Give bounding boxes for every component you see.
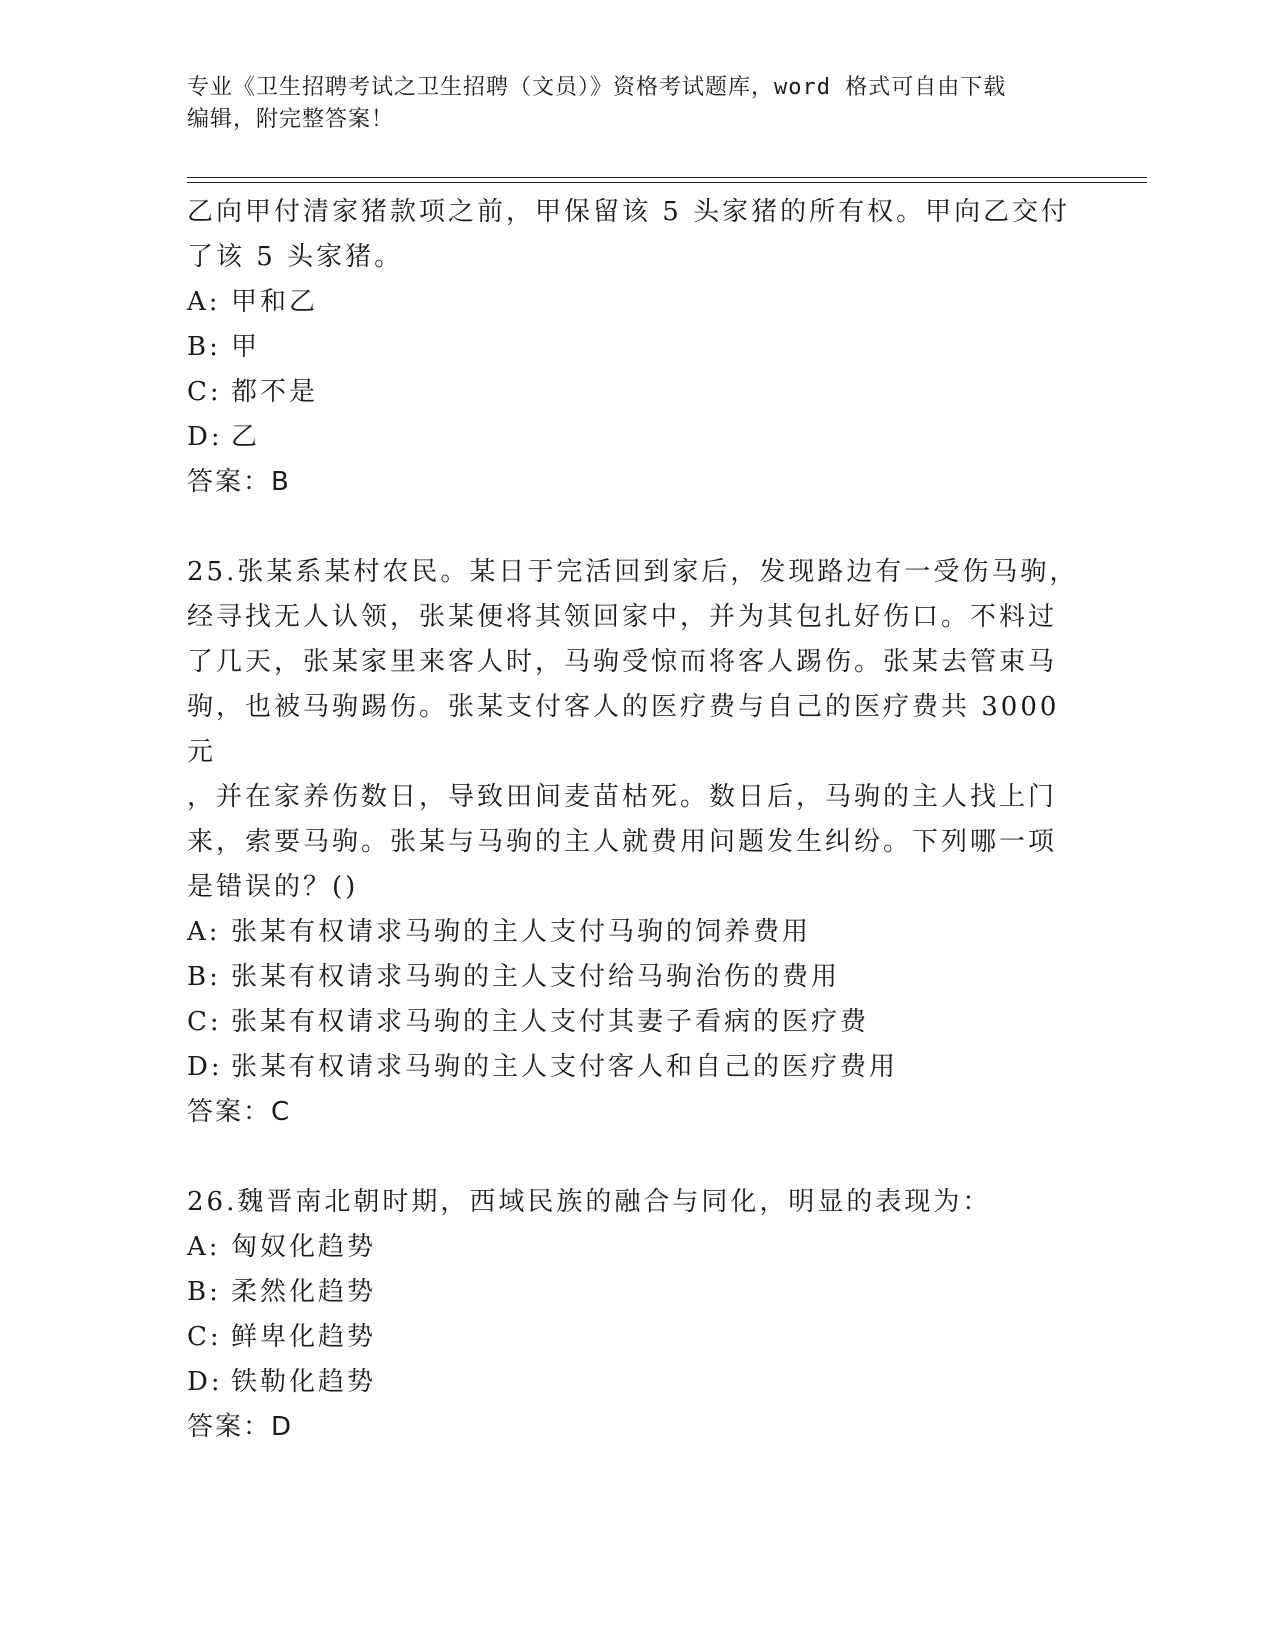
question-text-line: 了该 5 头家猪。	[187, 242, 404, 272]
option-letter: B:	[187, 332, 221, 362]
option-letter: A:	[187, 917, 221, 947]
option-text: 甲和乙	[231, 287, 319, 317]
question-text-line: 了几天，张某家里来客人时，马驹受惊而将客人踢伤。张某去管束马	[187, 647, 1058, 677]
option-letter: A:	[187, 287, 221, 317]
option-letter: C:	[187, 1322, 222, 1352]
option-c	[187, 1000, 1087, 1045]
option-letter: D:	[187, 1367, 223, 1397]
option-text: 张某有权请求马驹的主人支付马驹的饲养费用	[231, 917, 812, 947]
option-text: 柔然化趋势	[231, 1277, 377, 1307]
option-letter: D:	[187, 1052, 223, 1082]
question-text-line: 经寻找无人认领，张某便将其领回家中，并为其包扎好伤口。不料过	[187, 602, 1058, 632]
question-25	[187, 550, 1087, 1135]
option-letter: D:	[187, 422, 223, 452]
option-text: 张某有权请求马驹的主人支付其妻子看病的医疗费	[231, 1007, 870, 1037]
option-text: 鲜卑化趋势	[231, 1322, 377, 1352]
option-c	[187, 1315, 1087, 1360]
option-a	[187, 280, 1087, 325]
question-text-line: 25.张某系某村农民。某日于完活回到家后，发现路边有一受伤马驹，	[187, 557, 1079, 587]
option-b	[187, 325, 1087, 370]
option-b	[187, 1270, 1087, 1315]
option-a	[187, 1225, 1087, 1270]
answer-line: 答案：D	[187, 1412, 294, 1442]
question-26	[187, 1180, 1087, 1450]
option-letter: C:	[187, 377, 222, 407]
document-body	[187, 190, 1087, 1450]
option-letter: B:	[187, 962, 221, 992]
header-divider-bottom	[187, 182, 1147, 183]
question-text-line: 是错误的？()	[187, 872, 359, 902]
question-text-line: 乙向甲付清家猪款项之前，甲保留该 5 头家猪的所有权。甲向乙交付	[187, 197, 1071, 227]
header-divider-top	[187, 177, 1147, 178]
option-d	[187, 415, 1087, 460]
answer-line: 答案：B	[187, 467, 291, 497]
answer-line: 答案：C	[187, 1097, 292, 1127]
header-line-1: 专业《卫生招聘考试之卫生招聘（文员）》资格考试题库，word 格式可自由下载	[187, 75, 1007, 100]
option-text: 张某有权请求马驹的主人支付客人和自己的医疗费用	[231, 1052, 899, 1082]
option-letter: C:	[187, 1007, 222, 1037]
option-text: 都不是	[231, 377, 319, 407]
option-letter: A:	[187, 1232, 221, 1262]
option-d	[187, 1045, 1087, 1090]
option-text: 匈奴化趋势	[231, 1232, 377, 1262]
option-d	[187, 1360, 1087, 1405]
option-text: 乙	[231, 422, 261, 452]
option-text: 铁勒化趋势	[231, 1367, 377, 1397]
spacer	[187, 505, 1087, 550]
option-text: 张某有权请求马驹的主人支付给马驹治伤的费用	[231, 962, 841, 992]
option-c	[187, 370, 1087, 415]
question-24	[187, 190, 1087, 505]
question-text-line: 驹，也被马驹踢伤。张某支付客人的医疗费与自己的医疗费共 3000 元	[187, 692, 1060, 767]
question-text-line: 来，索要马驹。张某与马驹的主人就费用问题发生纠纷。下列哪一项	[187, 827, 1058, 857]
question-text-line: ，并在家养伤数日，导致田间麦苗枯死。数日后，马驹的主人找上门	[187, 782, 1058, 812]
option-a	[187, 910, 1087, 955]
header-line-2: 编辑，附完整答案！	[187, 107, 395, 132]
option-b	[187, 955, 1087, 1000]
document-header	[187, 72, 1087, 136]
spacer	[187, 1135, 1087, 1180]
option-text: 甲	[231, 332, 261, 362]
option-letter: B:	[187, 1277, 221, 1307]
question-text-line: 26.魏晋南北朝时期，西域民族的融合与同化，明显的表现为：	[187, 1187, 992, 1217]
